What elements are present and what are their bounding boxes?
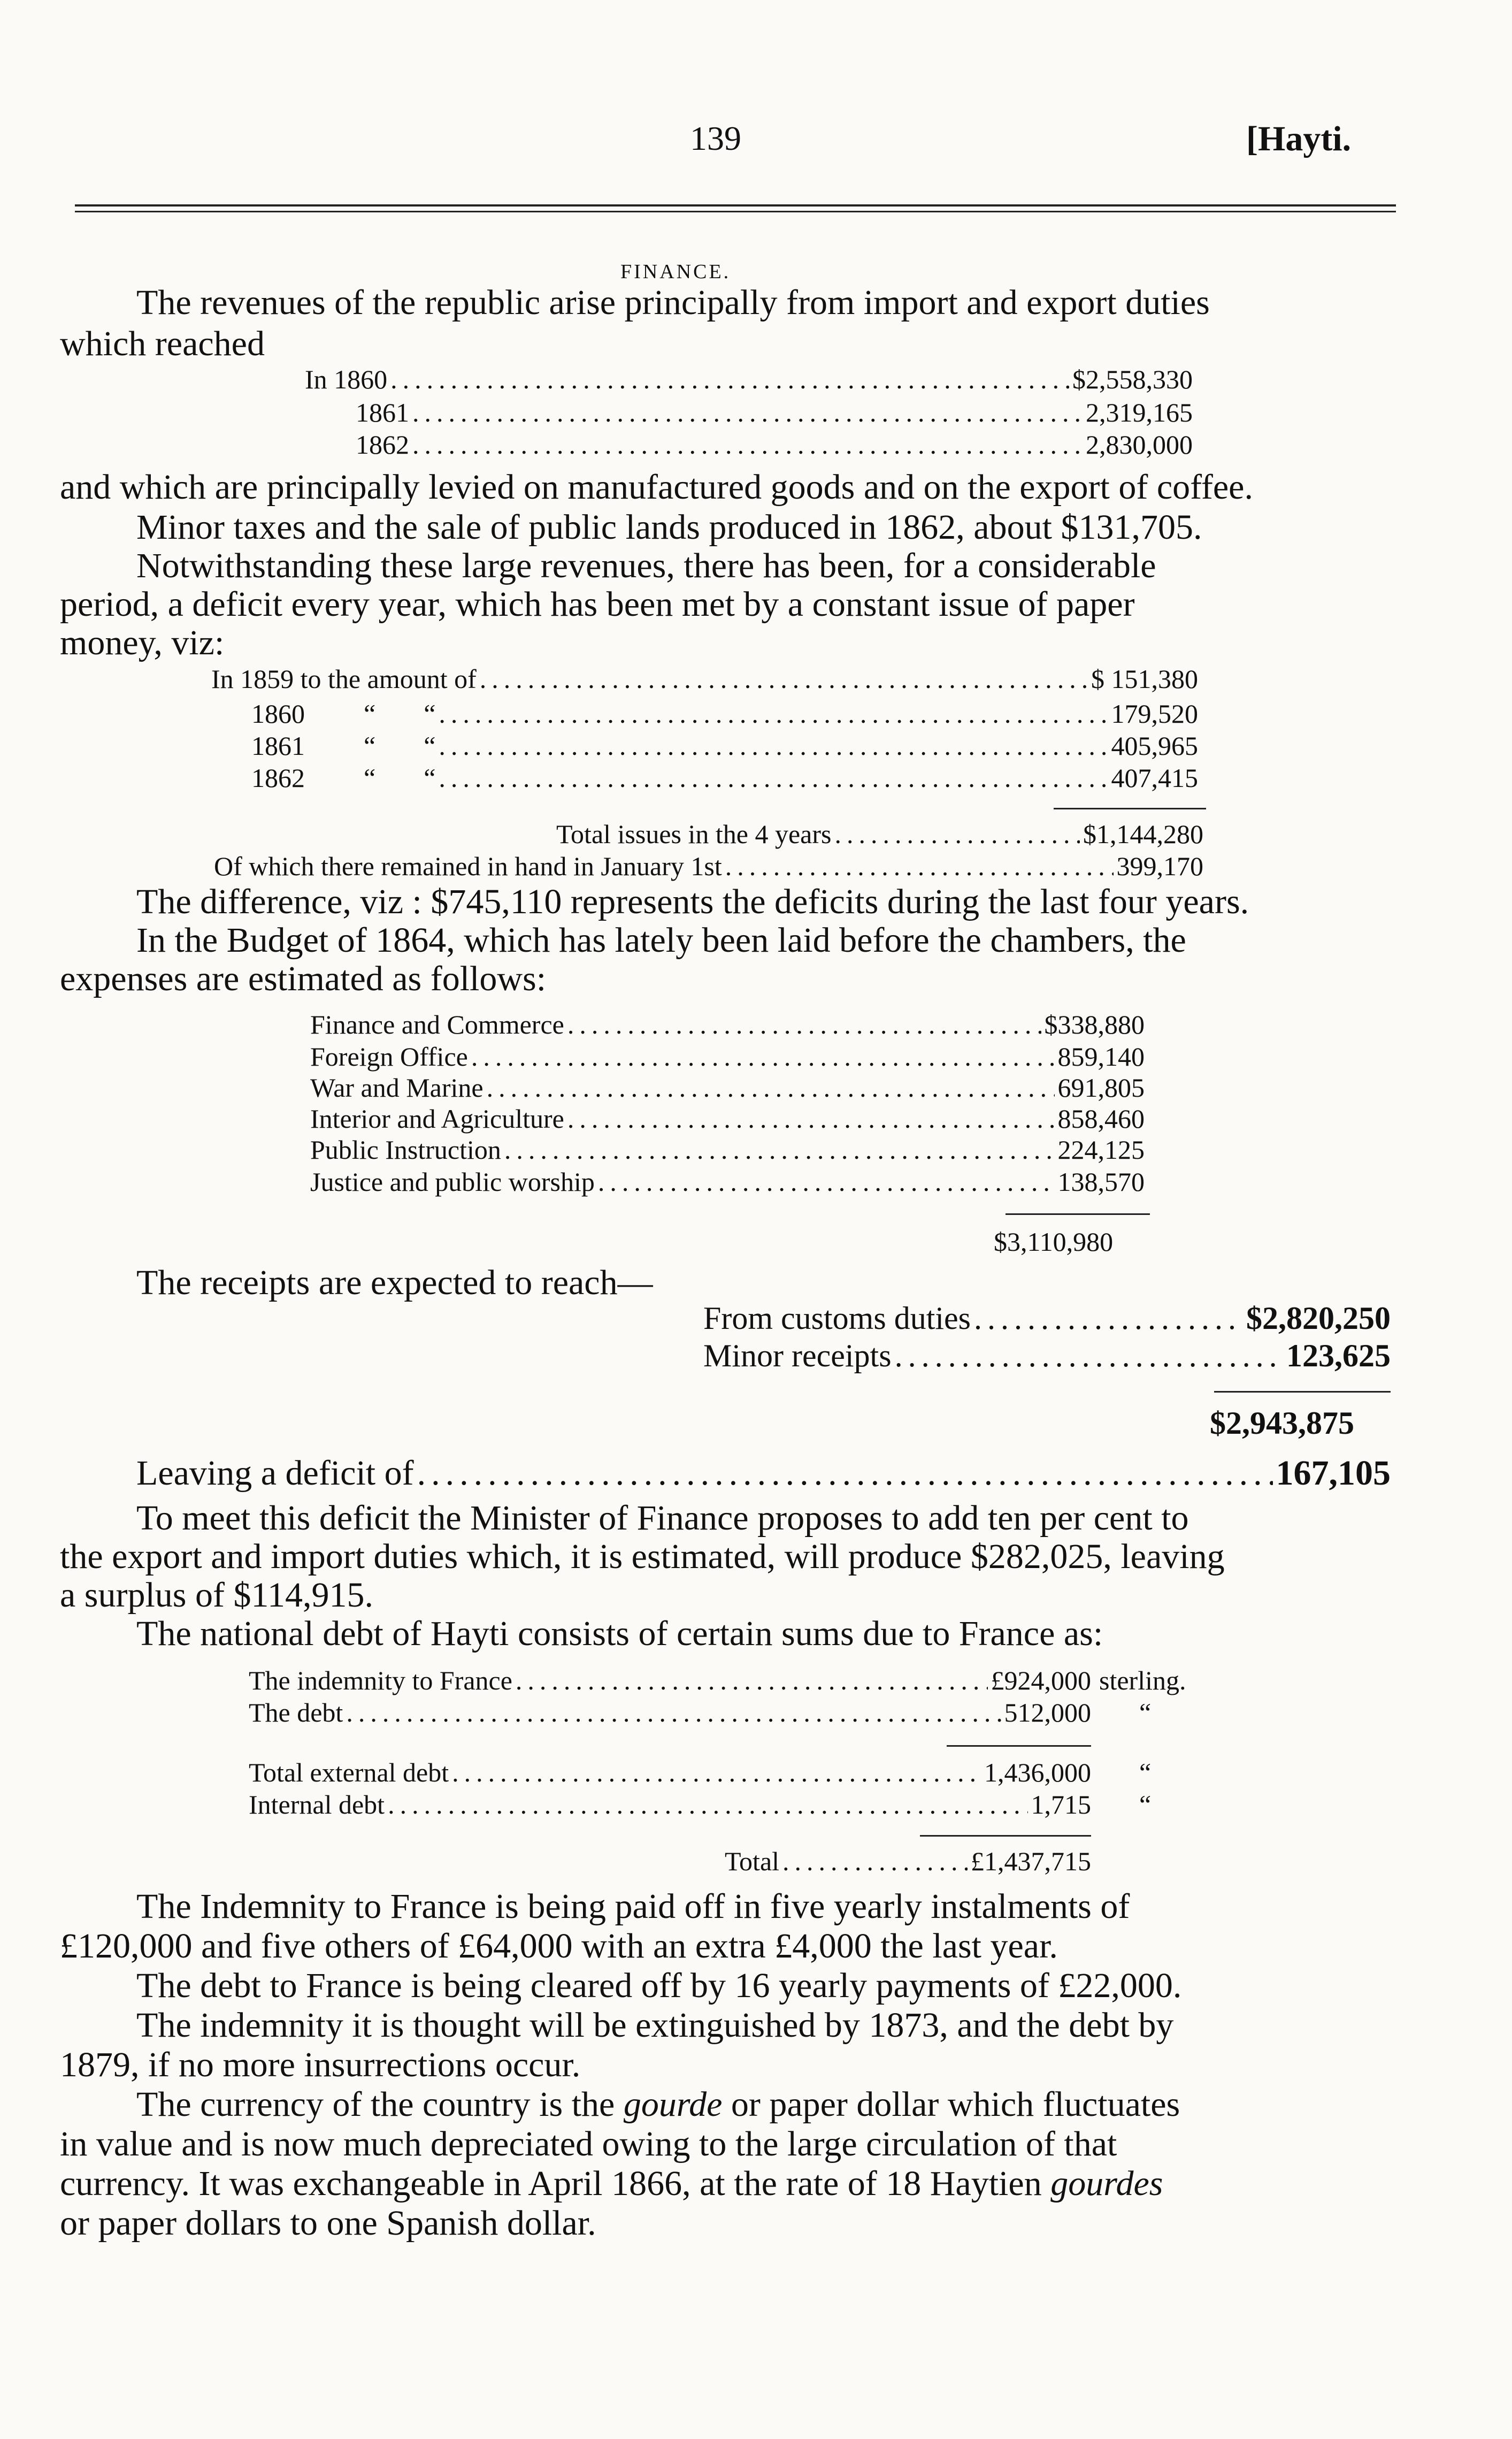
issue-label: In 1859 to the amount of xyxy=(211,664,477,694)
debt-label: The indemnity to France xyxy=(249,1665,512,1695)
debt-total-label: Internal debt xyxy=(249,1790,385,1819)
intro-line: which reached xyxy=(60,324,265,363)
revenue-row xyxy=(356,429,1193,460)
issue-value: 179,520 xyxy=(1111,699,1198,729)
ditto-mark: “ xyxy=(424,731,436,761)
revenue-value: 2,830,000 xyxy=(1086,430,1193,460)
paragraph-line: period, a deficit every year, which has been met by a constant issue of paper xyxy=(60,585,1135,624)
debt-grand-total-label: Total xyxy=(725,1846,780,1876)
receipts-intro: The receipts are expected to reach— xyxy=(136,1263,653,1302)
issue-row xyxy=(251,730,1198,761)
currency-text: or paper dollar which fluctuates xyxy=(722,2085,1180,2124)
page-number: 139 xyxy=(690,119,741,157)
paragraph-line: The national debt of Hayti consists of certain sums due to France as: xyxy=(136,1614,1103,1653)
expense-label: Foreign Office xyxy=(310,1042,468,1072)
expense-value: 691,805 xyxy=(1057,1073,1145,1103)
paragraph-line: and which are principally levied on manufactured goods and on the export of coffee. xyxy=(60,468,1253,507)
expense-row xyxy=(310,1166,1145,1197)
debt-grand-total-value: £1,437,715 xyxy=(971,1846,1091,1876)
debt-row xyxy=(249,1665,1091,1696)
currency-line: in value and is now much depreciated owing to the large circulation of that xyxy=(60,2124,1117,2163)
paragraph-line: £120,000 and five others of £64,000 with an extra £4,000 the last year. xyxy=(60,1926,1058,1966)
deficit-row xyxy=(136,1453,1391,1494)
issue-label: 1860 xyxy=(251,699,305,729)
expenses-total: $3,110,980 xyxy=(994,1227,1114,1257)
paragraph-line: The indemnity it is thought will be extinguished by 1873, and the debt by xyxy=(136,2006,1174,2045)
issue-value: 407,415 xyxy=(1111,763,1198,793)
debt-unit: sterling. xyxy=(1099,1665,1186,1695)
receipt-row xyxy=(703,1300,1391,1337)
issue-label: 1862 xyxy=(251,763,305,793)
issues-total-row xyxy=(556,819,1203,850)
debt-total-row xyxy=(249,1789,1091,1820)
debt-row xyxy=(249,1697,1091,1728)
receipt-row xyxy=(703,1337,1391,1374)
expense-label: War and Marine xyxy=(310,1073,483,1103)
debt-grand-total-row xyxy=(725,1846,1091,1877)
expense-value: 859,140 xyxy=(1057,1042,1145,1072)
issues-remaining-value: 399,170 xyxy=(1116,851,1203,881)
paragraph-line: money, viz: xyxy=(60,623,225,662)
paragraph-line: In the Budget of 1864, which has lately been laid before the chambers, the xyxy=(136,921,1186,960)
paragraph-line: 1879, if no more insurrections occur. xyxy=(60,2045,581,2084)
issues-total-value: $1,144,280 xyxy=(1083,819,1203,849)
debt-total-label: Total external debt xyxy=(249,1757,449,1787)
paragraph-line: Minor taxes and the sale of public lands produced in 1862, about $131,705. xyxy=(136,508,1202,547)
total-rule xyxy=(1054,808,1206,809)
ditto-mark: “ xyxy=(364,763,376,793)
currency-term: gourde xyxy=(623,2085,723,2124)
expense-value: $338,880 xyxy=(1044,1010,1145,1039)
expense-value: 138,570 xyxy=(1057,1167,1145,1197)
issues-remaining-row xyxy=(214,851,1203,882)
paragraph-line: The Indemnity to France is being paid off in five yearly instalments of xyxy=(136,1887,1130,1926)
issue-row xyxy=(251,762,1198,793)
debt-unit: “ xyxy=(1139,1698,1152,1727)
currency-term: gourdes xyxy=(1050,2164,1163,2203)
paragraph-line: the export and import duties which, it is estimated, will produce $282,025, leaving xyxy=(60,1537,1225,1576)
debt-unit: “ xyxy=(1139,1757,1152,1787)
revenue-value: 2,319,165 xyxy=(1086,397,1193,427)
expense-row xyxy=(310,1009,1145,1040)
ditto-mark: “ xyxy=(424,699,436,729)
revenue-year: In 1860 xyxy=(305,364,388,394)
receipt-label: Minor receipts xyxy=(703,1338,892,1373)
debt-value: £924,000 xyxy=(991,1665,1091,1695)
total-rule xyxy=(920,1835,1091,1837)
paragraph-line: The difference, viz : $745,110 represents the deficits during the last four years. xyxy=(136,882,1249,921)
debt-unit: “ xyxy=(1139,1790,1152,1819)
issue-row xyxy=(251,698,1198,729)
deficit-label: Leaving a deficit of xyxy=(136,1454,414,1493)
running-head: [Hayti. xyxy=(1246,119,1352,158)
paragraph-line: To meet this deficit the Minister of Finance proposes to add ten per cent to xyxy=(136,1498,1189,1538)
total-rule xyxy=(1214,1391,1391,1393)
issue-value: $ 151,380 xyxy=(1091,664,1198,694)
issue-row xyxy=(211,663,1198,694)
debt-total-value: 1,436,000 xyxy=(984,1757,1091,1787)
expense-row xyxy=(310,1134,1145,1165)
revenue-year: 1861 xyxy=(356,397,409,427)
expense-label: Public Instruction xyxy=(310,1135,501,1165)
currency-line xyxy=(136,2084,1180,2125)
currency-text: currency. It was exchangeable in April 1866, at the rate of 18 Haytien xyxy=(60,2164,1051,2203)
debt-value: 512,000 xyxy=(1004,1698,1091,1727)
debt-total-row xyxy=(249,1757,1091,1788)
issue-label: 1861 xyxy=(251,731,305,761)
currency-line: or paper dollars to one Spanish dollar. xyxy=(60,2204,596,2243)
paragraph-line: Notwithstanding these large revenues, there has been, for a considerable xyxy=(136,546,1156,585)
receipts-total: $2,943,875 xyxy=(1210,1405,1354,1441)
paragraph-line: a surplus of $114,915. xyxy=(60,1576,374,1615)
issue-value: 405,965 xyxy=(1111,731,1198,761)
currency-text: The currency of the country is the xyxy=(136,2085,624,2124)
paragraph-line: The debt to France is being cleared off by 16 yearly payments of £22,000. xyxy=(136,1966,1182,2005)
debt-total-value: 1,715 xyxy=(1031,1790,1091,1819)
expense-label: Finance and Commerce xyxy=(310,1010,564,1039)
expense-row xyxy=(310,1041,1145,1072)
revenue-value: $2,558,330 xyxy=(1072,364,1193,394)
expense-label: Justice and public worship xyxy=(310,1167,595,1197)
ditto-mark: “ xyxy=(364,699,376,729)
expense-value: 858,460 xyxy=(1057,1104,1145,1134)
receipt-label: From customs duties xyxy=(703,1301,971,1336)
paragraph-line: expenses are estimated as follows: xyxy=(60,959,547,998)
intro-line: The revenues of the republic arise principally from import and export duties xyxy=(136,283,1210,322)
section-title: FINANCE. xyxy=(620,261,731,283)
expense-row xyxy=(310,1072,1145,1103)
expense-label: Interior and Agriculture xyxy=(310,1104,564,1134)
currency-line xyxy=(60,2163,1163,2204)
header-rule-bottom xyxy=(75,211,1396,212)
expense-value: 224,125 xyxy=(1057,1135,1145,1165)
receipt-value: 123,625 xyxy=(1286,1338,1391,1373)
issues-remaining-label: Of which there remained in hand in January 1st xyxy=(214,851,722,881)
debt-label: The debt xyxy=(249,1698,343,1727)
ditto-mark: “ xyxy=(424,763,436,793)
total-rule xyxy=(947,1745,1091,1747)
receipt-value: $2,820,250 xyxy=(1246,1301,1391,1336)
total-rule xyxy=(1006,1213,1150,1215)
deficit-value: 167,105 xyxy=(1276,1454,1391,1493)
expense-row xyxy=(310,1103,1145,1134)
revenue-row xyxy=(356,397,1193,428)
revenue-year: 1862 xyxy=(356,430,409,460)
issues-total-label: Total issues in the 4 years xyxy=(556,819,832,849)
header-rule-top xyxy=(75,204,1396,207)
ditto-mark: “ xyxy=(364,731,376,761)
revenue-row xyxy=(305,364,1193,395)
